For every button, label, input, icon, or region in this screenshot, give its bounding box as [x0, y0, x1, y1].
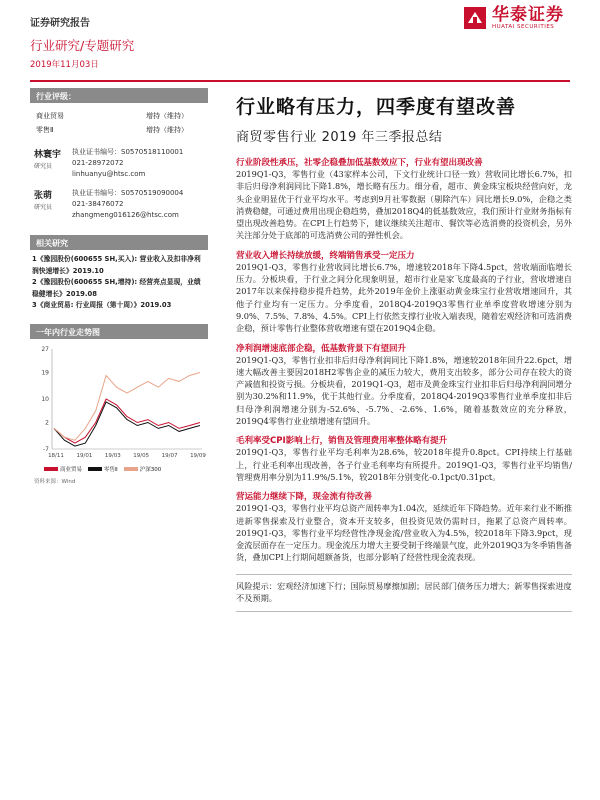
- related-item[interactable]: 3《商业贸易: 行业周报（第十周）》2019.03: [32, 301, 172, 309]
- x-tick-label: 19/03: [104, 452, 121, 459]
- y-tick-label: -7: [43, 445, 49, 453]
- rating-industry: 商业贸易: [36, 112, 64, 120]
- y-tick-label: 10: [41, 395, 49, 403]
- rating-industry: 零售Ⅱ: [36, 126, 54, 134]
- section-body: 2019Q1-Q3，零售行业营收同比增长6.7%，增速较2018年下降4.5pct，营收端面临增长压力。分板块看，于行业之间分化现象明显，超市行业是家飞度最高的子行业，营收增速自2017年以来保持稳步提升趋势，此外2019年金价上涨驱动黄金珠宝行业营收增速回升，其他子行业均有一定压力。分季度看，2018Q4-2019Q3零售行业单季度营收增速分别为9.0%、7.5%、7.8%、4.5%。CPI上行依然支撑行业收入端表现，随着宏观经济和可选消费企稳，预计零售行业整体营收增速有望在2019Q4企稳。: [236, 261, 572, 334]
- rating-value: 增持（维持）: [146, 126, 188, 134]
- analyst-email[interactable]: zhangmeng016126@htsc.com: [72, 211, 179, 219]
- logo-cn: 华泰证券: [492, 5, 564, 25]
- chart-source: 资料来源：Wind: [34, 478, 76, 485]
- section-body: 2019Q1-Q3，零售行业（43家样本公司，下文行业统计口径一致）营收同比增长6.7%，扣非后归母净利润同比下降1.8%，增长略有压力。细分看，超市、黄金珠宝板块经营向好，龙头企业明显优于行业平均水平。考虑到9月社零数据（剔除汽车）同比增长9.0%，企稳之类消费稳健，可通过费用出现企稳趋势，叠加2018Q4的低基数效应，我们预计行业财务指标有望出现改善趋势。在CPI上行趋势下，建议继续关注超市、餐饮等必选消费的投资机会，另外关注部分处于底部的可选消费公司的弹性机会。: [236, 169, 572, 241]
- report-series: 行业研究/专题研究: [30, 38, 135, 53]
- section-head: 营业收入增长持续放缓，终端销售承受一定压力: [236, 250, 415, 261]
- report-type: 证券研究报告: [30, 18, 90, 29]
- analyst-email[interactable]: linhuanyu@htsc.com: [72, 170, 146, 178]
- section-head: 毛利率受CPI影响上行，销售及管理费用率整体略有提升: [236, 436, 448, 447]
- section-body: 2019Q1-Q3，零售行业平均总资产周转率为1.04次，延续近年下降趋势。近年来行业不断推进新零售探索及行业整合，资本开支较多，但投资见效仍需时日，拖累了总资产周转率。2019Q1-Q3，零售行业平均经营性净现金流/营业收入为4.5%，较2018年下降3.9pct，现金流层面存在一定压力。现金流压力增大主要受制于终端景气度，此外2019Q3为冬季销售备货，叠加CPI上行期间超额备货，也部分影响了经营性现金流表现。: [236, 503, 572, 563]
- analyst-cert: 执业证书编号：S0570519090004: [72, 189, 184, 197]
- analyst-name: 张萌: [34, 191, 53, 201]
- analyst: [30, 188, 208, 221]
- rating-row: [30, 109, 208, 123]
- legend-label: 商业贸易: [60, 466, 83, 473]
- section-head: 净利润增速底部企稳，低基数背景下有望回升: [236, 343, 407, 354]
- analyst-phone: 021-28972072: [72, 159, 124, 167]
- series-line: [54, 372, 200, 440]
- y-tick-label: 27: [41, 345, 49, 353]
- y-tick-label: 2: [45, 419, 49, 427]
- y-tick-label: 19: [41, 369, 49, 377]
- logo-en: HUATAI SECURITIES: [492, 24, 555, 30]
- chart-head: 一年内行业走势图: [30, 324, 208, 339]
- section-body: 2019Q1-Q3，零售行业扣非后归母净利润同比下降1.8%，增速较2018年回升22.6pct，增速大幅改善主要因2018H2零售企业的减压力较大，费用支出较多，部分公司存在较大的资产减值和投资亏损。分板块看，2019Q1-Q3，超市及黄金珠宝行业扣非后归母净利润同增分别为30.2%和11.9%，优于其他行业。分季度看，2018Q4-2019Q3零售行业单季度扣非后归母净利润增速分别为-52.6%、-5.7%、-2.6%、1.6%，随着基数效应的充分释放，2019Q4零售行业业绩增速有望回升。: [236, 354, 572, 427]
- analyst: [30, 147, 208, 180]
- ratings-head: 行业评级：: [30, 88, 208, 103]
- related-item[interactable]: 1《豫园股份(600655 SH,买入): 营业收入及扣非净利润快速增长》2019.10: [32, 255, 201, 275]
- logo: [464, 6, 564, 30]
- sidebar: [30, 88, 208, 485]
- risk-note: 风险提示：宏观经济加速下行；国际贸易摩擦加剧；居民部门债务压力增大；新零售探索进度不及预期。: [236, 574, 572, 605]
- related-item[interactable]: 2《豫园股份(600655 SH,增持): 经营亮点显现，业绩稳健增长》2019.08: [32, 278, 201, 298]
- main-content: [236, 92, 572, 612]
- analyst-name: 林寰宇: [34, 150, 62, 160]
- page-subtitle: 商贸零售行业 2019 年三季报总结: [236, 130, 443, 145]
- section-head: 行业阶段性承压，社零企稳叠加低基数效应下，行业有望出现改善: [236, 158, 483, 168]
- x-tick-label: 19/01: [76, 452, 93, 459]
- x-tick-label: 19/09: [190, 452, 206, 459]
- related-head: 相关研究: [30, 235, 208, 250]
- x-tick-label: 19/05: [133, 452, 150, 459]
- series-line: [54, 399, 200, 443]
- report-date: 2019年11月03日: [30, 60, 99, 70]
- x-tick-label: 18/11: [48, 452, 64, 459]
- page-title: 行业略有压力，四季度有望改善: [236, 96, 517, 118]
- rating-row: [30, 123, 208, 137]
- analyst-cert: 执业证书编号：S0570518110001: [72, 148, 184, 156]
- analyst-phone: 021-38476072: [72, 200, 124, 208]
- rating-value: 增持（维持）: [146, 112, 188, 120]
- section-head: 营运能力继续下降，现金流有待改善: [236, 492, 373, 503]
- x-tick-label: 19/07: [161, 452, 178, 459]
- legend-label: 零售Ⅱ: [104, 466, 118, 473]
- section-body: 2019Q1-Q3，零售行业平均毛利率为28.6%，较2018年提升0.8pct。CPI持续上行基础上，行业毛利率出现改善，各子行业毛利率均有所提升。2019Q1-Q3，零售行业平均销售/管理费用率分别为11.9%/5.1%，较2018年分别变化-0.1pct/0.31pct。: [236, 447, 572, 482]
- header-divider: [30, 80, 570, 82]
- analyst-role: 研究员: [34, 204, 53, 211]
- trend-chart-svg: [30, 339, 208, 467]
- industry-trend-chart: [30, 339, 208, 467]
- risk-divider: [236, 611, 572, 612]
- huatai-logo-icon: [464, 7, 486, 29]
- legend-label: 沪深300: [139, 466, 162, 473]
- related-list: [30, 250, 208, 312]
- analyst-role: 研究员: [34, 163, 53, 170]
